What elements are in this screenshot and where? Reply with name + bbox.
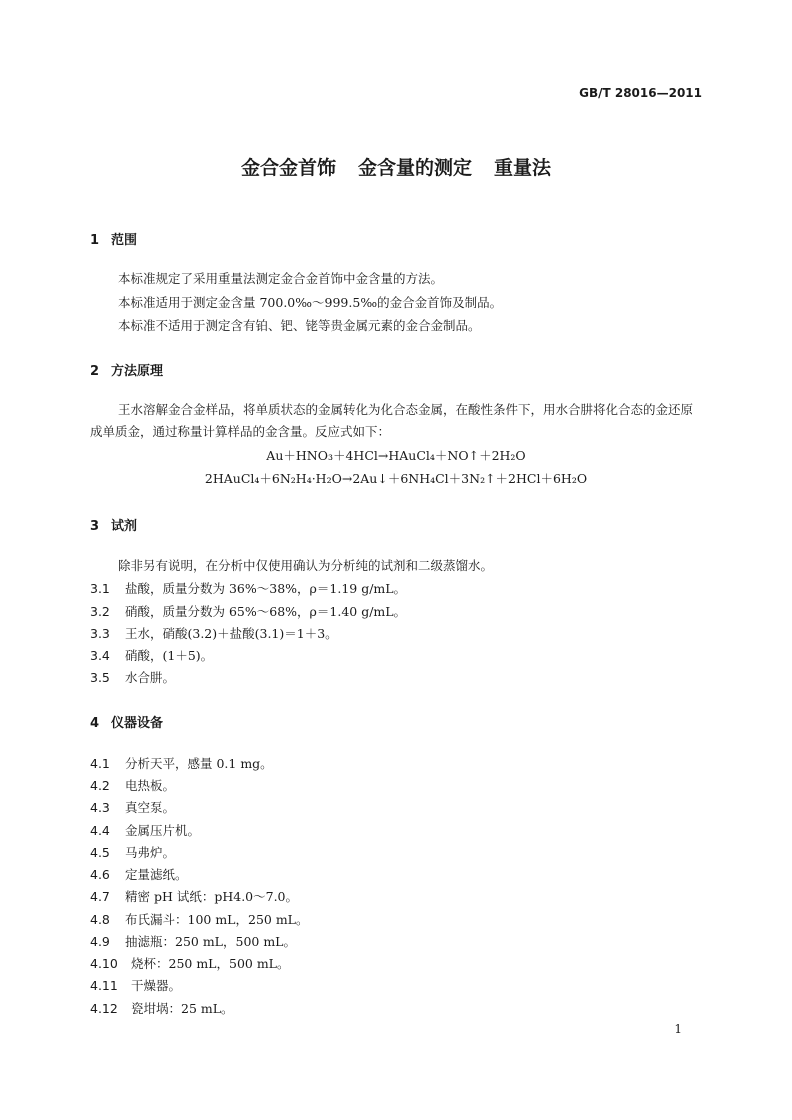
- list-item: 4.10 烧杯：250 mL，500 mL。: [90, 956, 290, 971]
- title-part-2: 金含量的测定: [357, 157, 472, 179]
- list-item: 4.4 金属压片机。: [90, 823, 201, 838]
- list-item: 4.2 电热板。: [90, 778, 176, 793]
- section-number: 1: [90, 233, 100, 248]
- title-part-3: 重量法: [494, 157, 552, 179]
- list-item: 3.3 王水，硝酸(3.2)＋盐酸(3.1)＝1＋3。: [90, 626, 338, 641]
- list-item: 4.9 抽滤瓶：250 mL，500 mL。: [90, 934, 296, 949]
- list-item: 4.11 干燥器。: [90, 978, 182, 993]
- section-title: 试剂: [111, 519, 138, 534]
- list-item: 4.5 马弗炉。: [90, 845, 176, 860]
- section-heading-2: [90, 360, 163, 379]
- list-item: 4.1 分析天平，感量 0.1 mg。: [90, 756, 273, 771]
- reagents-intro: 除非另有说明，在分析中仅使用确认为分析纯的试剂和二级蒸馏水。: [118, 558, 494, 573]
- document-title: [0, 153, 792, 180]
- section-heading-3: [90, 515, 137, 534]
- list-item: 3.2 硝酸，质量分数为 65%～68%，ρ＝1.40 g/mL。: [90, 604, 407, 619]
- equation-1: Au＋HNO₃＋4HCl→HAuCl₄＋NO↑＋2H₂O: [266, 448, 526, 463]
- list-item: 3.5 水合肼。: [90, 670, 176, 685]
- section-heading-4: [90, 712, 163, 731]
- page-number: 1: [674, 1022, 682, 1036]
- list-item: 4.3 真空泵。: [90, 800, 176, 815]
- principle-paragraph: 王水溶解金合金样品，将单质状态的金属转化为化合态金属，在酸性条件下，用水合肼将化合态的金还原成单质金，通过称量计算样品的金含量。反应式如下：: [90, 402, 694, 439]
- list-item: 4.12 瓷坩埚：25 mL。: [90, 1001, 234, 1016]
- list-item: 4.8 布氏漏斗：100 mL，250 mL。: [90, 912, 309, 927]
- scope-line-2: 本标准适用于测定金含量 700.0‰～999.5‰的金合金首饰及制品。: [118, 295, 503, 310]
- section-number: 4: [90, 716, 100, 731]
- standard-code: GB/T 28016—2011: [579, 86, 702, 100]
- equation-2: 2HAuCl₄＋6N₂H₄·H₂O→2Au↓＋6NH₄Cl＋3N₂↑＋2HCl＋6H₂O: [204, 471, 588, 486]
- scope-line-1: 本标准规定了采用重量法测定金合金首饰中金含量的方法。: [118, 271, 444, 286]
- list-item: 4.6 定量滤纸。: [90, 867, 188, 882]
- section-title: 方法原理: [111, 364, 164, 379]
- section-heading-1: [90, 229, 137, 248]
- section-number: 2: [90, 364, 100, 379]
- list-item: 4.7 精密 pH 试纸：pH4.0～7.0。: [90, 889, 299, 904]
- title-part-1: 金合金首饰: [240, 157, 336, 179]
- list-item: 3.4 硝酸，(1＋5)。: [90, 648, 214, 663]
- section-title: 仪器设备: [111, 716, 164, 731]
- scope-line-3: 本标准不适用于测定含有铂、钯、铑等贵金属元素的金合金制品。: [118, 318, 481, 333]
- section-number: 3: [90, 519, 100, 534]
- list-item: 3.1 盐酸，质量分数为 36%～38%，ρ＝1.19 g/mL。: [90, 581, 407, 596]
- section-title: 范围: [111, 233, 138, 248]
